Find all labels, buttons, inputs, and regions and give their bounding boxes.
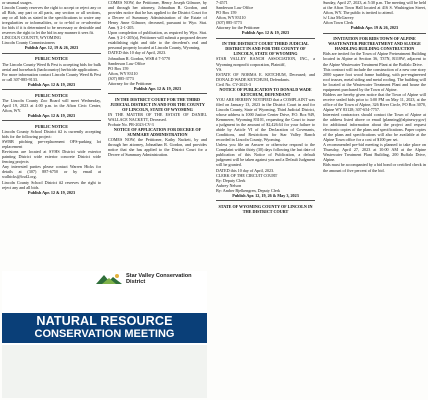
- notice-paragraph: Johnathan R. Gordon, WSB # 7-5770: [108, 55, 171, 61]
- legal-notices-column-2: [108, 0, 207, 157]
- notice-paragraph: Afton Town Clerk: [323, 20, 354, 26]
- notice-paragraph: The Lincoln County Weed & Pest is accepting bids for bulk aerial and horseback (backcountry) herbicide applications.: [2, 61, 101, 72]
- notice-paragraph: IN THE MATTER OF THE ESTATE OF DANIEL WALLACE NACKETT, Deceased.: [108, 111, 207, 123]
- notice-heading: PUBLIC NOTICE: [34, 56, 69, 62]
- notice-paragraph: 7-4571: [216, 0, 228, 5]
- notice-paragraph: Revisions are located at SVHS District wide exterior painting District wide exterior concrete District wide fencing projects: [2, 149, 101, 165]
- notice-paragraph: Bids must be accompanied by a bid bond or certified check in the amount of five percent of the bid.: [323, 162, 426, 173]
- notice-heading: PUBLIC NOTICE: [34, 123, 69, 129]
- meeting-title-banner: [2, 313, 207, 343]
- notice-paragraph: Civil No. CV-2023-3: [216, 81, 251, 87]
- notice-paragraph: VS.: [216, 66, 223, 72]
- notice-paragraph: Interested contractors should contact the Town of Alpine at the address listed above or email (planning@alpinewy.gov) for additional information about the project and request electronic copies of the plans and specifications. Paper copies of the plans and specifications will also be available at the Alpine Town office for a cost of $100 per set.: [323, 111, 426, 143]
- publish-dates: Publish Apr. 12 & 19, 2023: [27, 81, 76, 87]
- publish-dates: Publish Apr. 12 & 19, 2023: [27, 189, 76, 195]
- publish-dates: Publish Apr. 12, 19, 26 & May 3, 2023: [232, 192, 299, 198]
- notice-divider: [2, 53, 101, 54]
- meeting-title-line-2: CONSERVATION MEETING: [34, 328, 175, 340]
- publish-dates: Publish Apr. 19 & 26, 2023: [350, 25, 399, 31]
- notice-heading: NOTICE OF PUBLICATION TO DONALD WADE KETCHUM, DEFENDANT: [219, 86, 312, 97]
- notice-heading: IN THE DISTRICT COURT FOR THE THIRD JUDICIAL DISTRICT IN AND FOR THE COUNTY OF LINCOLN, STATE OF WYOMING: [110, 96, 205, 112]
- notice-paragraph: Lincoln County School District #2 reserves the right to reject any and all bids.: [2, 179, 101, 190]
- publish-dates: Publish Apr. 12 & 19, 2023: [27, 112, 76, 118]
- notice-paragraph: A recommended pre-bid meeting is planned to take place on Thursday, April 27, 2023 at 10:00 AM at the Alpine Wastewater Treatment Plant Building, 200 Buffalo Drive, Alpine.: [323, 142, 426, 163]
- notice-paragraph: Bidders are hereby given notice that the Town of Alpine will receive sealed bids prior to 3:00 PM on May 11, 2023, at the office of the Town of Alpine, 326 River Circle, PO Box 3070, Alpine WY 83128; 307-654-7757.: [323, 91, 426, 112]
- notice-paragraph: Probate No. PR-2023-CV-3: [108, 122, 154, 128]
- publish-dates: Publish Apr. 12 & 19, 2023: [241, 30, 290, 36]
- notice-paragraph: DATED this 10 day of April, 2023.: [108, 50, 167, 56]
- notice-paragraph: Any interested parties please contact Warren Hicks for details at (307) 887-6750 or by email at walhicks@lcsd2.org.: [2, 164, 101, 180]
- notice-paragraph: CLERK OF THE CIRCUIT COURT: [216, 172, 278, 178]
- legal-notices-column-4: [323, 0, 426, 173]
- publish-dates: Publish Apr. 12 & 19, 2023: [133, 85, 182, 91]
- notice-divider: [216, 38, 315, 39]
- notice-heading: INVITATION FOR BIDS TOWN OF ALPINE WASTEWATER PRETREATMENT AND SLUDGE HANDLING BUILDING CONSTRUCTION: [328, 36, 421, 52]
- notice-paragraph: SWBB pitching pre-replacement OFS-parking lot replacement: [2, 139, 101, 150]
- notice-paragraph: Afton, WY 83110: [108, 70, 138, 76]
- notice-paragraph: Sunday, April 27, 2023, at 5:30 p.m. The meeting will be held at the Afton Town Hall located at 416 S. Washington Street, Afton, WY. The public is invited to attend.: [323, 0, 426, 16]
- legal-notices-column-1: [2, 0, 101, 195]
- notice-paragraph: Sanderson Law Office: [216, 5, 254, 11]
- notice-paragraph: The Lincoln County Zoo Board will meet Wednesday, April 19, 2023 at 4:00 p.m. in the Afton Civic Center, Afton, WY.: [2, 97, 101, 113]
- notice-paragraph: Upon completion of publication, as required by Wyo. Stat. Ann. § 2-1-205(a), Petitioner will submit a proposed decree establishing right and title to the decedent's real and personal property located at Lincoln County, Wyoming.: [108, 30, 207, 51]
- meeting-title-line-1: NATURAL RESOURCE: [36, 314, 173, 328]
- notice-paragraph: (307) 885-3773: [216, 20, 242, 26]
- notice-paragraph: Afton, WY 83110: [216, 15, 246, 21]
- notice-heading: STATE OF WYOMING COUNTY OF LINCOLN IN THE DISTRICT COURT: [218, 203, 313, 214]
- publish-dates: Publish Apr. 12, 19 & 26, 2023: [24, 45, 79, 51]
- notice-paragraph: Lincoln County Commissioners: [2, 40, 55, 46]
- notice-paragraph: Aubrey Nelson: [216, 182, 242, 188]
- notice-paragraph: /s/ Lisa McGarvey: [323, 15, 354, 21]
- notice-paragraph: Unless you file an Answer or otherwise respond to the Complaint within thirty (30) days following the last date of publication of this Notice of Publication, a default judgment will be taken against you and a Default Judgment will be granted.: [216, 142, 315, 168]
- conservation-district-logo-icon: [94, 273, 124, 285]
- notice-paragraph: Sanderson Law Office: [108, 60, 146, 66]
- notice-paragraph: YOU ARE HEREBY NOTIFIED that a COMPLAINT was filed on January 13, 2023 in the District Court in and for Lincoln County, State of Wyoming, Third Judicial District, whose address is 1000 Justice Center Drive, P.O. Box 949, Kemmerer, Wyoming 83101, requesting the Court to issue a judgment in the amount of $2,426.64 for your failure to abide by Article VI of the Declaration of Covenants, Conditions, and Restrictions for Star Valley Ranch recorded in Lincoln County, Wyoming.: [216, 96, 315, 143]
- notice-heading: NOTICE OF APPLICATION FOR DECREE OF SUMMARY ADMINISTRATION: [113, 127, 202, 138]
- notice-paragraph: Bids are invited for the Town of Alpine Pretreatment Building located in Alpine at Section 36, T37N, R118W, adjacent to the Alpine Wastewater Treatment Plant at the Buffalo Drive.: [323, 51, 426, 67]
- notice-paragraph: COMES NOW, the Petitioner, Henry Joseph Gilmore, by and through her attorney, Johnathan R. Gordon, and provides notice that he has applied to the District Court for a Decree of Summary Administration of the Estate of Henry Anne Gilmore, deceased, pursuant to Wyo. Stat. Ann. § 2-1-205.: [108, 0, 207, 31]
- notice-divider: [323, 33, 426, 34]
- notice-paragraph: For more information contact Lincoln County Weed & Pest or call 307-885-9133.: [2, 71, 101, 82]
- notice-paragraph: This contract will include the construction of a new one story 2000 square foot wood frame building, with pre-engineered roof trusses, metal siding and metal roofing. The building will be located at the Wastewater Treatment Plant and house the equipment purchased by the Town of Alpine.: [323, 66, 426, 92]
- advert-lower-area: [2, 345, 207, 398]
- notice-divider: [108, 93, 207, 94]
- notice-paragraph: COMES NOW, the Petitioner, Kathy Nackett, by and through her attorney, Johnathan R. Gordon, and provides notice that she has applied to the District Court for a Decree of Summary Administration.: [108, 137, 207, 158]
- conservation-district-name: Star Valley Conservation District: [126, 273, 192, 285]
- notice-divider: [216, 200, 315, 201]
- notice-paragraph: ESTATE OF NORMA E. KETCHUM, Deceased; and DONALD WADE KETCHUM, Defendants.: [216, 71, 315, 82]
- notice-paragraph: PO Box 159: [108, 65, 129, 71]
- notice-paragraph: LINCOLN COUNTY, WYOMING: [2, 35, 61, 41]
- notice-paragraph: By: Deputy Clerk: [216, 177, 246, 183]
- notice-paragraph: STAR VALLEY RANCH ASSOCIATION, INC., a Wyoming nonprofit corporation, Plaintiff,: [216, 56, 315, 67]
- notice-heading: PUBLIC NOTICE: [34, 92, 69, 98]
- notice-paragraph: Lincoln County reserves the right to accept or reject any or all Bids, any part or all parts, any section or all sections, any or all bids as stated in the specifications to waive any irregularities or informalities, or to re-bid or re-advertise for bids if it is determined to be necessary or desirable and reserves the right to let the bid in any manner it sees fit.: [2, 5, 101, 36]
- notice-paragraph: DATED this 10 day of April, 2023.: [216, 167, 275, 173]
- notice-paragraph: or unusual usages.: [2, 0, 33, 5]
- notice-paragraph: By: Amber Bjelkengren, Deputy Clerk: [216, 187, 281, 193]
- legal-notices-column-3: [216, 0, 315, 214]
- notice-paragraph: Attorney for the Petitioner: [216, 25, 260, 31]
- notice-paragraph: Lincoln County School District #2 is currently accepting bids for the following project:: [2, 129, 101, 140]
- notice-divider: [2, 89, 101, 90]
- notice-paragraph: PO Box 159: [216, 10, 237, 16]
- notice-heading: IN THE DISTRICT COURT THIRD JUDICIAL DISTRICT IN AND FOR THE COUNTY OF LINCOLN, STATE OF WYOMING: [222, 41, 309, 57]
- conservation-meeting-advertisement: [2, 271, 207, 398]
- notice-paragraph: Attorney for the Petitioner: [108, 80, 152, 86]
- notice-divider: [2, 120, 101, 121]
- notice-paragraph: (307) 885-3773: [108, 75, 134, 81]
